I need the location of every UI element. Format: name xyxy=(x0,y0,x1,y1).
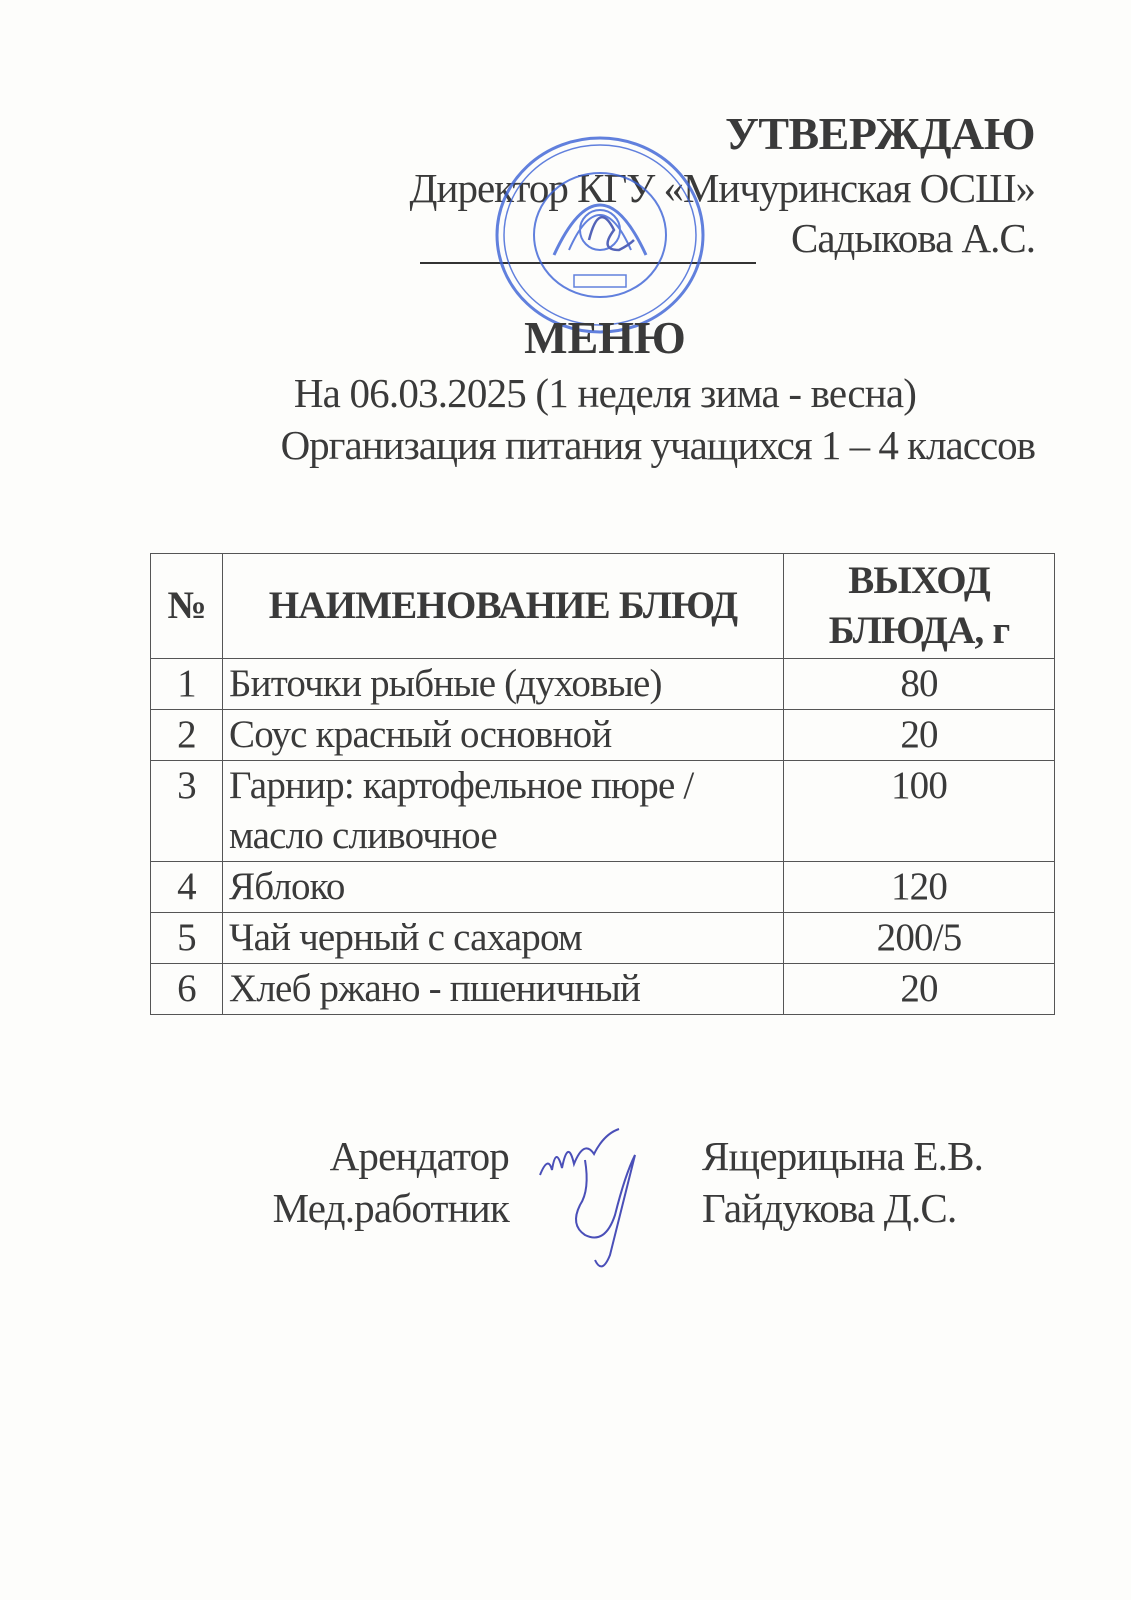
official-stamp xyxy=(494,135,706,335)
dish-yield: 20 xyxy=(784,964,1055,1015)
table-row xyxy=(151,710,1055,761)
dish-name: Биточки рыбные (духовые) xyxy=(223,659,784,710)
dish-name: Яблоко xyxy=(223,862,784,913)
dish-name: Гарнир: картофельное пюре /масло сливочное xyxy=(223,761,784,862)
table-header-row xyxy=(151,554,1055,659)
signature-name-tenant: Ящерицына Е.В. xyxy=(702,1133,984,1179)
dish-yield: 100 xyxy=(784,761,1055,862)
header-dish-name: НАИМЕНОВАНИЕ БЛЮД xyxy=(223,554,784,659)
dish-name: Соус красный основной xyxy=(223,710,784,761)
organization-line: Организация питания учащихся 1 – 4 классов xyxy=(280,422,1035,468)
signature-name-medic: Гайдукова Д.С. xyxy=(702,1185,957,1231)
approval-position: Директор КГУ «Мичуринская ОСШ» xyxy=(409,165,1035,211)
row-number: 2 xyxy=(151,710,223,761)
table-row xyxy=(151,964,1055,1015)
row-number: 6 xyxy=(151,964,223,1015)
date-line: На 06.03.2025 (1 неделя зима - весна) xyxy=(293,370,917,416)
menu-table xyxy=(150,553,1055,1015)
row-number: 1 xyxy=(151,659,223,710)
dish-yield: 200/5 xyxy=(784,913,1055,964)
signature-role-tenant: Арендатор xyxy=(329,1133,509,1179)
row-number: 3 xyxy=(151,761,223,862)
signature-role-medic: Мед.работник xyxy=(272,1185,509,1231)
row-number: 5 xyxy=(151,913,223,964)
table-row xyxy=(151,659,1055,710)
table-row xyxy=(151,913,1055,964)
header-yield: ВЫХОД БЛЮДА, г xyxy=(784,554,1055,659)
row-number: 4 xyxy=(151,862,223,913)
dish-yield: 20 xyxy=(784,710,1055,761)
approval-name: Садыкова А.С. xyxy=(790,215,1035,261)
document-title: МЕНЮ xyxy=(524,312,686,363)
table-row xyxy=(151,862,1055,913)
approval-heading: УТВЕРЖДАЮ xyxy=(725,108,1035,159)
dish-yield: 120 xyxy=(784,862,1055,913)
handwritten-signatures xyxy=(530,1120,670,1270)
dish-name: Хлеб ржано - пшеничный xyxy=(223,964,784,1015)
table-row xyxy=(151,761,1055,862)
dish-yield: 80 xyxy=(784,659,1055,710)
dish-name: Чай черный с сахаром xyxy=(223,913,784,964)
header-number: № xyxy=(151,554,223,659)
